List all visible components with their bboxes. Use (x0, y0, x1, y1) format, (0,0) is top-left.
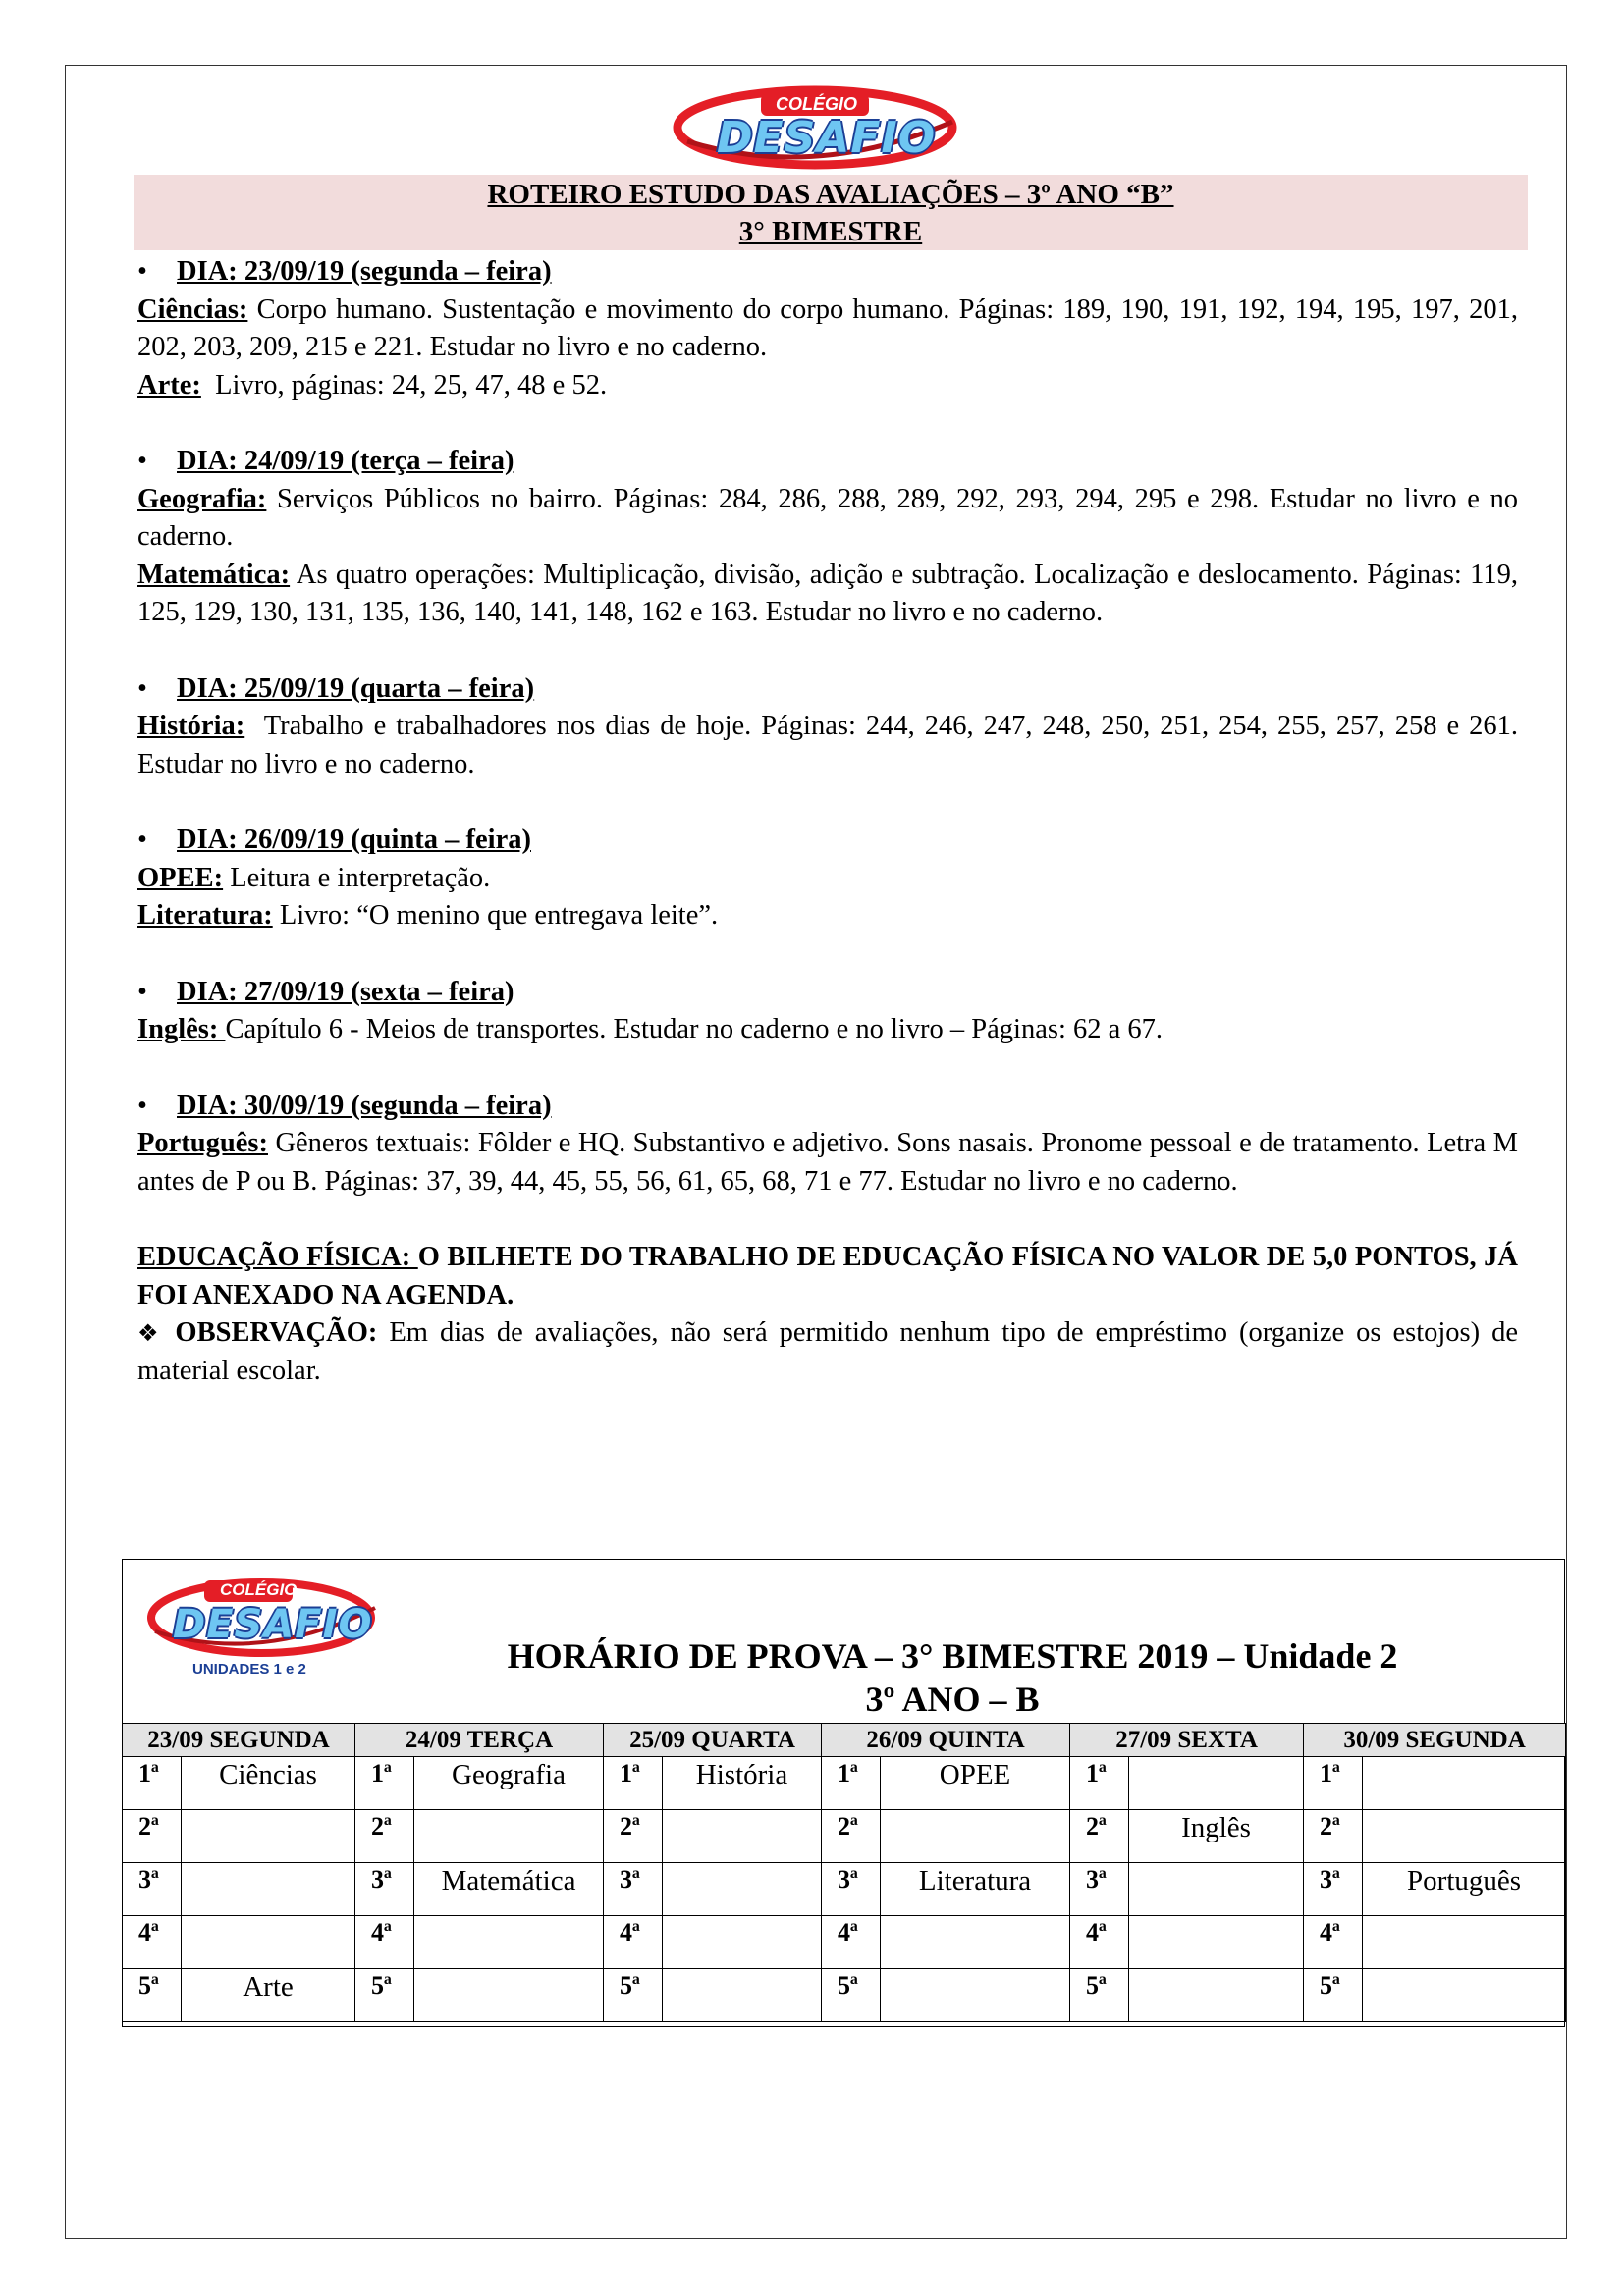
exam-subject-cell: Arte (182, 1969, 355, 2022)
exam-subject-cell (663, 1969, 822, 2022)
physical-education-note: EDUCAÇÃO FÍSICA: O BILHETE DO TRABALHO DE EDUCAÇÃO FÍSICA NO VALOR DE 5,0 PONTOS, JÁ FOI ANEXADO NA AGENDA. (137, 1242, 1518, 1310)
slot-number: 4ª (355, 1916, 414, 1969)
slot-number: 2ª (822, 1810, 881, 1863)
exam-subject-cell: Português (1363, 1863, 1566, 1916)
subject-entry: Ciências: Corpo humano. Sustentação e movimento do corpo humano. Páginas: 189, 190, 191, 192, 194, 195, 197, 201, 202, 203, 209, 215 e 221. Estudar no livro e no caderno. (137, 294, 1518, 362)
day-heading: • DIA: 24/09/19 (terça – feira) (137, 443, 1518, 481)
slot-number: 2ª (123, 1810, 182, 1863)
exam-subject-cell (1363, 1969, 1566, 2022)
bullet-icon: • (137, 825, 147, 855)
exam-subject-cell (1363, 1916, 1566, 1969)
bullet-icon: • (137, 256, 147, 287)
slot-number: 3ª (1304, 1863, 1363, 1916)
exam-subject-cell: Matemática (414, 1863, 604, 1916)
day-heading: • DIA: 26/09/19 (quinta – feira) (137, 822, 1518, 860)
exam-subject-cell (1363, 1810, 1566, 1863)
table-row (123, 1863, 1566, 1916)
bullet-icon: • (137, 672, 147, 704)
slot-number: 1ª (604, 1757, 663, 1810)
slot-number: 5ª (355, 1969, 414, 2022)
slot-number: 4ª (123, 1916, 182, 1969)
subject-entry: Matemática: As quatro operações: Multiplicação, divisão, adição e subtração. Localização e deslocamento. Páginas: 119, 125, 129, 130, 131, 135, 136, 140, 141, 148, 162 e 163. Estudar no livro e no caderno. (137, 559, 1518, 627)
study-guide (137, 253, 1526, 1390)
exam-subject-cell (663, 1863, 822, 1916)
subject-entry: OPEE: Leitura e interpretação. (137, 862, 491, 893)
slot-number: 2ª (355, 1810, 414, 1863)
logo-big-text: DESAFIO (717, 113, 937, 163)
day-heading: • DIA: 25/09/19 (quarta – feira) (137, 670, 1518, 709)
slot-number: 1ª (1304, 1757, 1363, 1810)
logo-big-text: DESAFIO (173, 1602, 373, 1647)
table-row (123, 1810, 1566, 1863)
exam-subject-cell: Literatura (881, 1863, 1070, 1916)
slot-number: 3ª (1070, 1863, 1129, 1916)
exam-subject-cell (1129, 1969, 1304, 2022)
exam-subject-cell (414, 1916, 604, 1969)
logo-units-text: UNIDADES 1 e 2 (192, 1661, 306, 1678)
column-header: 27/09 SEXTA (1070, 1724, 1304, 1757)
day-heading: • DIA: 30/09/19 (segunda – feira) (137, 1088, 1518, 1126)
slot-number: 1ª (822, 1757, 881, 1810)
exam-schedule-table (122, 1723, 1566, 2022)
page-title: ROTEIRO ESTUDO DAS AVALIAÇÕES – 3º ANO “B” (487, 179, 1174, 210)
table-row (123, 1969, 1566, 2022)
slot-number: 2ª (1304, 1810, 1363, 1863)
observation-note: ❖ OBSERVAÇÃO: Em dias de avaliações, não será permitido nenhum tipo de empréstimo (organize os estojos) de material escolar. (137, 1317, 1519, 1386)
column-header: 30/09 SEGUNDA (1304, 1724, 1566, 1757)
bullet-icon: • (137, 1090, 147, 1121)
column-header: 25/09 QUARTA (604, 1724, 822, 1757)
exam-subject-cell (182, 1810, 355, 1863)
exam-subject-cell (881, 1916, 1070, 1969)
schedule-title: HORÁRIO DE PROVA – 3° BIMESTRE 2019 – Unidade 2 (507, 1636, 1398, 1676)
slot-number: 5ª (822, 1969, 881, 2022)
logo-small-text: COLÉGIO (776, 94, 858, 114)
slot-number: 1ª (123, 1757, 182, 1810)
slot-number: 4ª (1070, 1916, 1129, 1969)
exam-subject-cell: História (663, 1757, 822, 1810)
exam-subject-cell (1129, 1863, 1304, 1916)
bullet-icon: • (137, 976, 147, 1007)
exam-subject-cell (414, 1810, 604, 1863)
subject-entry: História: Trabalho e trabalhadores nos dias de hoje. Páginas: 244, 246, 247, 248, 250, 251, 254, 255, 257, 258 e 261. Estudar no livro e no caderno. (137, 711, 1526, 779)
exam-subject-cell: Ciências (182, 1757, 355, 1810)
slot-number: 3ª (822, 1863, 881, 1916)
logo-small-text: COLÉGIO (220, 1580, 298, 1599)
day-heading: • DIA: 27/09/19 (sexta – feira) (137, 974, 1518, 1012)
exam-subject-cell (1129, 1757, 1304, 1810)
column-header: 23/09 SEGUNDA (123, 1724, 355, 1757)
slot-number: 1ª (355, 1757, 414, 1810)
subject-entry: Português: Gêneros textuais: Fôlder e HQ. Substantivo e adjetivo. Sons nasais. Pronome pessoal e de tratamento. Letra M antes de P ou B. Páginas: 37, 39, 44, 45, 55, 56, 61, 65, 68, 71 e 77. Estudar no livro e no caderno. (137, 1128, 1518, 1197)
slot-number: 2ª (1070, 1810, 1129, 1863)
subject-entry: Literatura: Livro: “O menino que entregava leite”. (137, 900, 719, 931)
slot-number: 2ª (604, 1810, 663, 1863)
exam-subject-cell (663, 1916, 822, 1969)
exam-subject-cell (182, 1916, 355, 1969)
slot-number: 5ª (1304, 1969, 1363, 2022)
exam-subject-cell: Geografia (414, 1757, 604, 1810)
exam-subject-cell (881, 1810, 1070, 1863)
slot-number: 4ª (604, 1916, 663, 1969)
page-subtitle: 3° BIMESTRE (738, 216, 923, 247)
day-heading: • DIA: 23/09/19 (segunda – feira) (137, 253, 1518, 292)
subject-entry: Geografia: Serviços Públicos no bairro. Páginas: 284, 286, 288, 289, 292, 293, 294, 295 e 298. Estudar no livro e no caderno. (137, 483, 1518, 552)
slot-number: 3ª (123, 1863, 182, 1916)
exam-subject-cell (881, 1969, 1070, 2022)
subject-entry: Inglês: Capítulo 6 - Meios de transportes. Estudar no caderno e no livro – Páginas: 62 a 67. (137, 1014, 1164, 1044)
exam-subject-cell: OPEE (881, 1757, 1070, 1810)
exam-subject-cell: Inglês (1129, 1810, 1304, 1863)
column-header: 26/09 QUINTA (822, 1724, 1070, 1757)
slot-number: 3ª (355, 1863, 414, 1916)
school-logo-units (143, 1567, 389, 1688)
subject-entry: Arte: Livro, páginas: 24, 25, 47, 48 e 52. (137, 369, 608, 400)
table-header-row (123, 1724, 1566, 1757)
bullet-icon: • (137, 446, 147, 476)
exam-subject-cell (663, 1810, 822, 1863)
table-row (123, 1757, 1566, 1810)
slot-number: 1ª (1070, 1757, 1129, 1810)
slot-number: 3ª (604, 1863, 663, 1916)
slot-number: 5ª (604, 1969, 663, 2022)
exam-subject-cell (1363, 1757, 1566, 1810)
slot-number: 5ª (1070, 1969, 1129, 2022)
diamond-bullet-icon: ❖ (137, 1319, 164, 1347)
schedule-subtitle: 3º ANO – B (865, 1680, 1040, 1719)
school-logo (668, 82, 962, 173)
exam-subject-cell (1129, 1916, 1304, 1969)
exam-subject-cell (182, 1863, 355, 1916)
slot-number: 4ª (1304, 1916, 1363, 1969)
table-row (123, 1916, 1566, 1969)
slot-number: 5ª (123, 1969, 182, 2022)
slot-number: 4ª (822, 1916, 881, 1969)
exam-subject-cell (414, 1969, 604, 2022)
column-header: 24/09 TERÇA (355, 1724, 604, 1757)
